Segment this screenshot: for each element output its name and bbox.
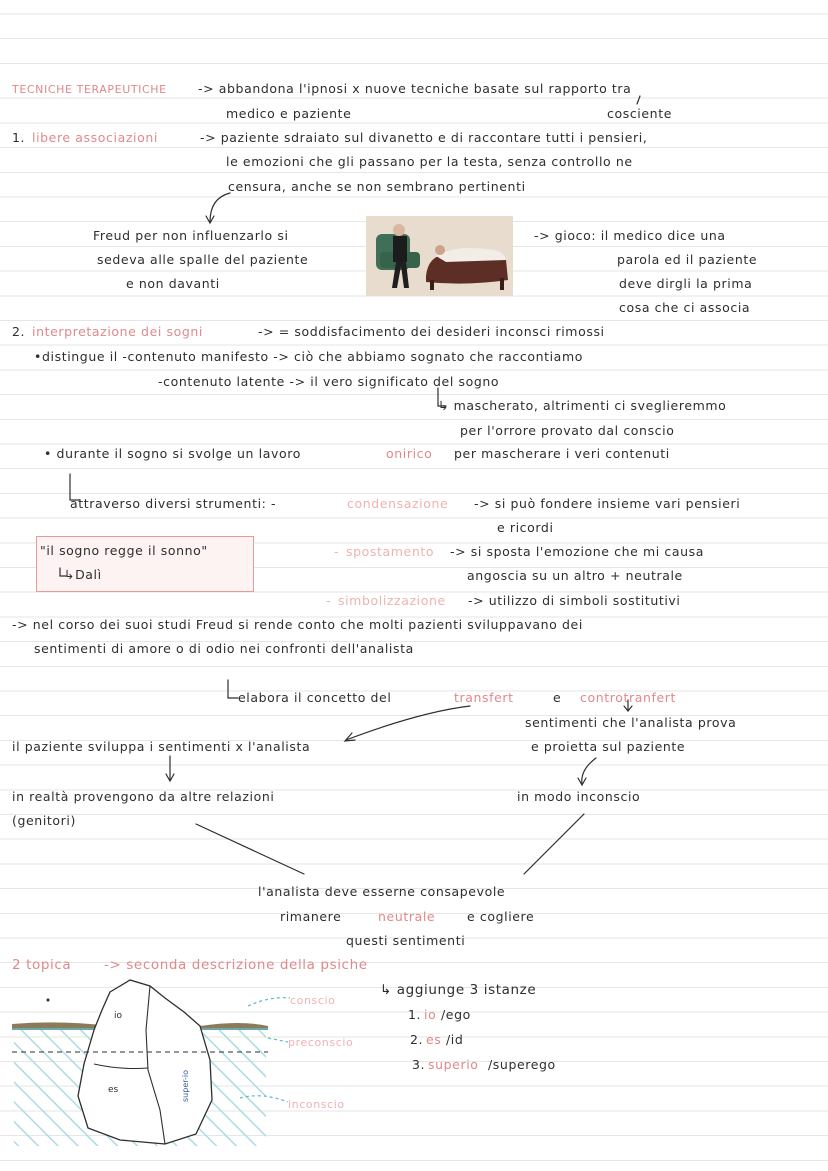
transfer-and: e	[553, 690, 562, 705]
freud-line-1: Freud per non influenzarlo si	[93, 228, 289, 243]
transfer-intro-1: -> nel corso dei suoi studi Freud si rende conto che molti pazienti sviluppavano dei	[12, 617, 583, 632]
instance-1-name: io	[424, 1007, 437, 1022]
section-title-tecniche: TECNICHE TERAPEUTICHE	[12, 83, 167, 96]
line-left-converge	[196, 824, 304, 874]
iceberg-shape	[78, 980, 212, 1144]
free-assoc-line-1: -> paziente sdraiato sul divanetto e di raccontare tutti i pensieri,	[200, 130, 648, 145]
analyst-line-1: l'analista deve esserne consapevole	[258, 884, 506, 899]
intro-line-1: -> abbandona l'ipnosi x nuove tecniche basate sul rapporto tra	[198, 81, 632, 96]
transfer-concept-a: elabora il concetto del	[238, 690, 392, 705]
tool-displacement-desc-2: angoscia su un altro + neutrale	[467, 568, 683, 583]
game-line-2: parola ed il paziente	[617, 252, 758, 267]
iceberg-diagram	[12, 980, 290, 1146]
arrow-counter-unconscious	[582, 758, 596, 784]
free-assoc-title: libere associazioni	[32, 130, 158, 145]
unconscious-way: in modo inconscio	[517, 789, 641, 804]
reality-line-1: in realtà provengono da altre relazioni	[12, 789, 275, 804]
tool-condensation: condensazione	[347, 496, 449, 511]
game-line-1: -> gioco: il medico dice una	[534, 228, 726, 243]
analyst-line-2c: e cogliere	[467, 909, 535, 924]
tool-displacement-dash: -	[334, 544, 340, 559]
patient-feelings: il paziente sviluppa i sentimenti x l'analista	[12, 739, 311, 754]
instance-2-rest: /id	[446, 1032, 464, 1047]
dream-work-onirico: onirico	[386, 446, 433, 461]
instance-2-num: 2.	[410, 1032, 424, 1047]
instance-3-name: superio	[428, 1057, 479, 1072]
reality-line-2: (genitori)	[12, 813, 76, 828]
tool-symbolization-desc: -> utilizzo di simboli sostitutivi	[468, 593, 681, 608]
dream-work-a: • durante il sogno si svolge un lavoro	[44, 446, 301, 461]
dali-author: ↳Dalì	[64, 567, 102, 582]
game-line-3: deve dirgli la prima	[619, 276, 753, 291]
analyst-line-3: questi sentimenti	[346, 933, 466, 948]
topica-adds: ↳ aggiunge 3 istanze	[380, 982, 537, 998]
free-assoc-line-3: censura, anche se non sembrano pertinenti	[228, 179, 526, 194]
instance-3-num: 3.	[412, 1057, 426, 1072]
item-number-1: 1.	[12, 130, 26, 145]
instance-1-rest: /ego	[441, 1007, 471, 1022]
label-preconscio: preconscio	[288, 1036, 354, 1049]
line-right-converge	[524, 814, 584, 874]
analyst-neutral: neutrale	[378, 909, 436, 924]
label-conscio: conscio	[290, 994, 336, 1007]
arrow-elabora	[228, 680, 238, 698]
freud-line-3: e non davanti	[126, 276, 220, 291]
free-assoc-line-2: le emozioni che gli passano per la testa, senza controllo ne	[226, 154, 633, 169]
dream-tools: attraverso diversi strumenti: -	[70, 496, 277, 511]
instance-2-name: es	[426, 1032, 442, 1047]
transfer-term: transfert	[454, 690, 514, 705]
label-inconscio: inconscio	[288, 1098, 345, 1111]
tool-symbolization: simbolizzazione	[338, 593, 446, 608]
dreams-title: interpretazione dei sogni	[32, 324, 204, 339]
dali-quote: "il sogno regge il sonno"	[40, 543, 208, 558]
topica-subtitle: -> seconda descrizione della psiche	[104, 957, 368, 973]
transfer-intro-2: sentimenti di amore o di odio nei confronti dell'analista	[34, 641, 414, 656]
tool-condensation-desc-1: -> si può fondere insieme vari pensieri	[474, 496, 741, 511]
dreams-latent: -contenuto latente -> il vero significato del sogno	[158, 374, 500, 389]
ice-label-superio: super-io	[181, 1069, 190, 1102]
countertransfer-term: controtranfert	[580, 690, 677, 705]
instance-1-num: 1.	[408, 1007, 422, 1022]
item-number-2: 2.	[12, 324, 26, 339]
dreams-masked-2: per l'orrore provato dal conscio	[460, 423, 675, 438]
intro-line-2b: cosciente	[607, 106, 672, 121]
dream-work-c: per mascherare i veri contenuti	[454, 446, 670, 461]
counter-desc-2: e proietta sul paziente	[531, 739, 686, 754]
analyst-line-2a: rimanere	[280, 909, 342, 924]
instance-3-rest: /superego	[488, 1057, 556, 1072]
counter-desc-1: sentimenti che l'analista prova	[525, 715, 737, 730]
ice-label-io: io	[114, 1011, 123, 1021]
tool-condensation-desc-2: e ricordi	[497, 520, 554, 535]
topica-title: 2 topica	[12, 957, 72, 973]
tool-displacement-desc-1: -> si sposta l'emozione che mi causa	[450, 544, 705, 559]
freud-line-2: sedeva alle spalle del paziente	[97, 252, 309, 267]
tool-symbolization-dash: -	[326, 593, 332, 608]
dreams-definition: -> = soddisfacimento dei desideri inconsci rimossi	[258, 324, 605, 339]
intro-line-2a: medico e paziente	[226, 106, 352, 121]
tool-displacement: spostamento	[346, 544, 435, 559]
dreams-manifest: •distingue il -contenuto manifesto -> ciò che abbiamo sognato che raccontiamo	[34, 349, 583, 364]
arrow-transfert-patient	[346, 706, 470, 740]
dreams-masked-1: ↳ mascherato, altrimenti ci sveglieremmo	[438, 398, 727, 413]
ice-label-es: es	[108, 1085, 119, 1095]
game-line-4: cosa che ci associa	[619, 300, 751, 315]
